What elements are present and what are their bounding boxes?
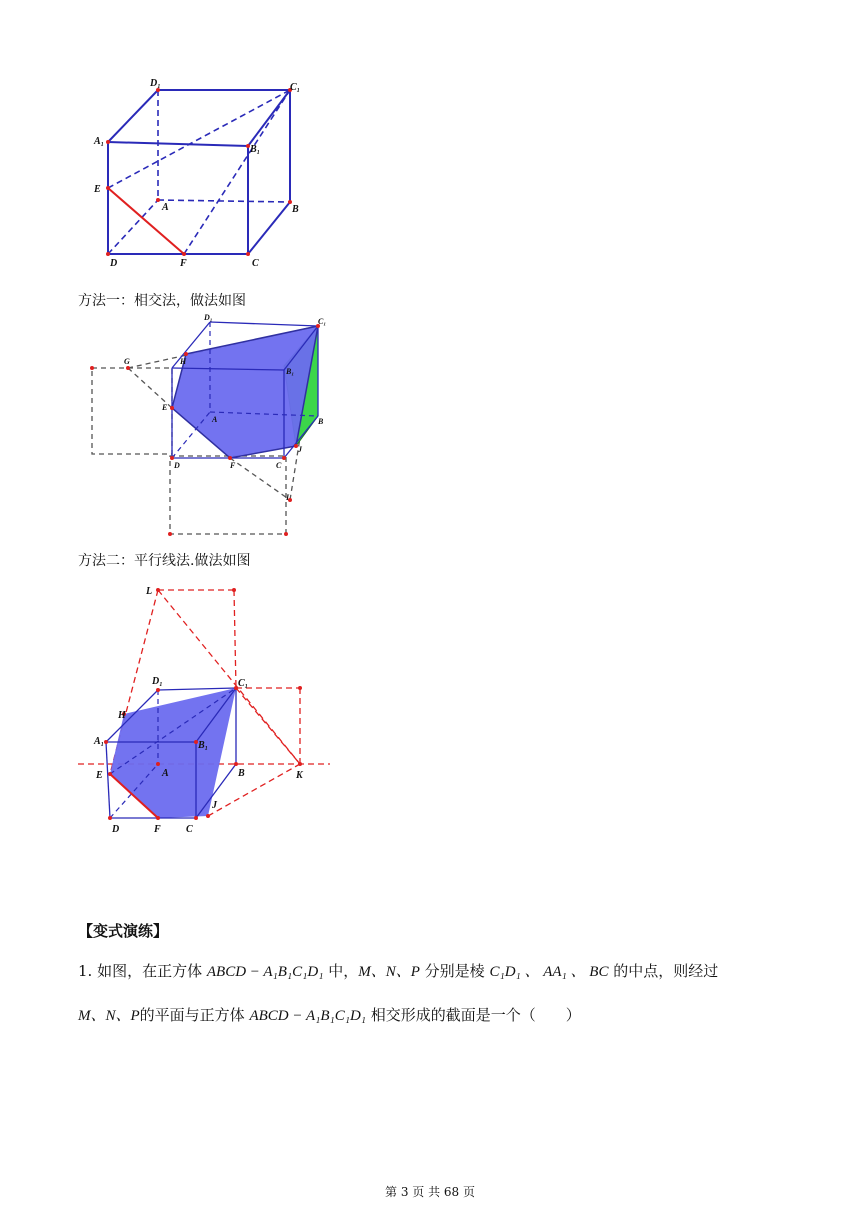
section-title: 【变式演练】 — [78, 922, 169, 940]
label-E: E — [94, 184, 101, 195]
label-B1: B₁ — [286, 367, 295, 376]
points-mnp: M、N、P — [358, 964, 420, 980]
label-A: A — [162, 768, 169, 779]
label-A1: A₁ — [94, 136, 105, 147]
exercise-line2-mid: 的平面与正方体 — [139, 1006, 245, 1024]
label-E: E — [162, 403, 168, 412]
label-B: B — [318, 417, 324, 426]
exercise-mid2: 分别是棱 — [424, 962, 485, 980]
label-F: F — [180, 258, 187, 269]
method1-caption: 方法一：相交法，做法如图 — [78, 293, 246, 309]
exercise-line2-suffix: 相交形成的截面是一个（ ） — [370, 1006, 581, 1024]
cube-figure-1 — [80, 70, 320, 270]
label-F: F — [154, 824, 161, 835]
cube-name-2: ABCD − A₁B₁C₁D₁ — [249, 1008, 367, 1024]
label-F: F — [230, 461, 236, 470]
exercise-prefix: 1. 如图，在正方体 — [78, 962, 203, 980]
label-L: L — [146, 586, 153, 597]
label-B: B — [238, 768, 245, 779]
label-B1: B₁ — [250, 144, 261, 155]
label-D: D — [174, 461, 180, 470]
label-H: H — [118, 710, 126, 721]
method2-caption: 方法二：平行线法.做法如图 — [78, 553, 251, 569]
label-K: K — [296, 770, 303, 781]
label-C: C — [186, 824, 193, 835]
label-B: B — [292, 204, 299, 215]
label-J: J — [298, 445, 302, 454]
label-C1: C₁ — [318, 317, 327, 326]
cube-figure-2 — [80, 312, 350, 540]
label-I: I — [286, 493, 290, 502]
exercise-suffix: 的中点，则经过 — [613, 962, 719, 980]
label-B1: B₁ — [198, 740, 209, 751]
exercise-line-2 — [78, 1004, 581, 1025]
label-D1: D₁ — [150, 78, 161, 89]
label-C: C — [276, 461, 282, 470]
label-J: J — [212, 800, 217, 811]
label-G: G — [124, 357, 130, 366]
label-E: E — [96, 770, 103, 781]
label-H: H — [180, 357, 187, 366]
label-C1: C₁ — [290, 82, 301, 93]
exercise-line-1 — [78, 960, 718, 981]
page-footer: 第 3 页 共 68 页 — [385, 1185, 475, 1199]
label-D: D — [112, 824, 120, 835]
label-C1: C₁ — [238, 678, 249, 689]
exercise-mid: 中， — [328, 962, 359, 980]
cube-figure-3 — [74, 580, 336, 842]
cube-name: ABCD − A₁B₁C₁D₁ — [206, 964, 324, 980]
label-D1: D₁ — [204, 313, 213, 322]
points-mnp-2: M、N、P — [78, 1008, 140, 1024]
label-C: C — [252, 258, 259, 269]
label-D1: D₁ — [152, 676, 163, 687]
label-A1: A₁ — [94, 736, 105, 747]
edges: C₁D₁ 、 AA₁ 、 BC — [489, 964, 609, 980]
label-A: A — [162, 202, 169, 213]
label-A: A — [212, 415, 218, 424]
label-D: D — [110, 258, 118, 269]
